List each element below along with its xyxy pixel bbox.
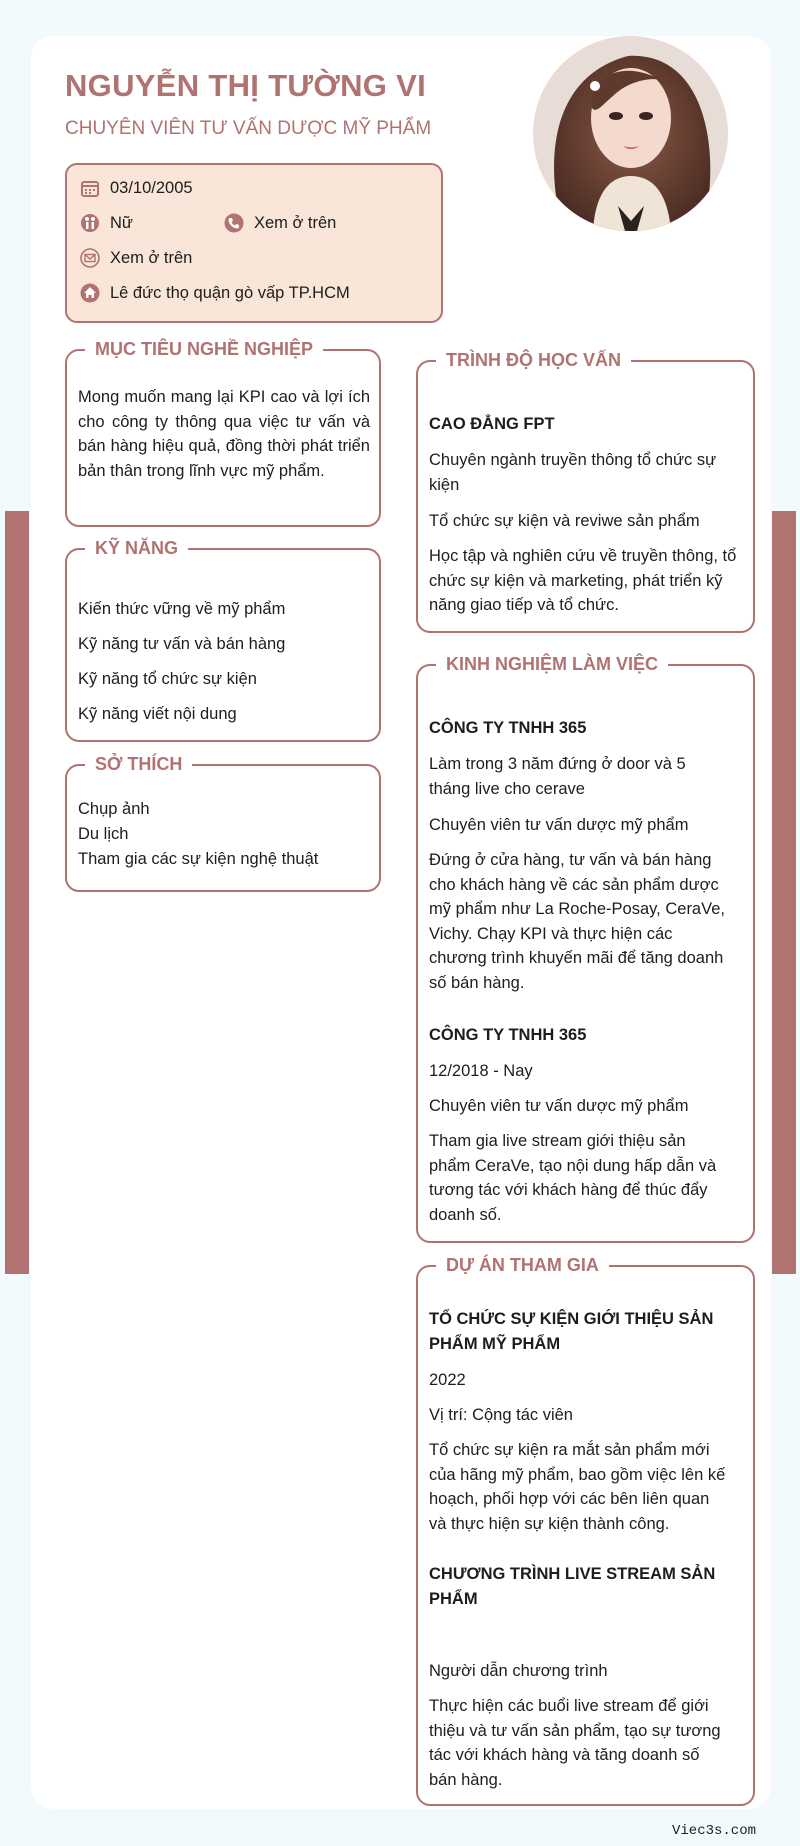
- phone-icon: [224, 213, 244, 233]
- skills-heading: KỸ NĂNG: [85, 538, 188, 559]
- job-description: Đứng ở cửa hàng, tư vấn và bán hàng cho khách hàng về các sản phẩm dược mỹ phẩm như La Roche-Posay, CeraVe, Vichy. Chạy KPI và thực hiện các chương trình khuyến mãi để tăng doanh số bán hàng.: [429, 851, 725, 992]
- job-role: Chuyên viên tư vấn dược mỹ phẩm: [429, 1097, 689, 1115]
- contact-address-row: [80, 283, 350, 303]
- education-focus: Tổ chức sự kiện và reviwe sản phẩm: [429, 512, 700, 530]
- candidate-name: NGUYỄN THỊ TƯỜNG VI: [65, 68, 426, 103]
- projects-heading: DỰ ÁN THAM GIA: [436, 1255, 609, 1276]
- contact-address: Lê đức thọ quận gò vấp TP.HCM: [110, 283, 350, 302]
- hobbies-heading: SỞ THÍCH: [85, 754, 192, 775]
- experience-section: [416, 654, 755, 1243]
- contact-phone: Xem ở trên: [254, 213, 337, 232]
- project-role: Vị trí: Cộng tác viên: [429, 1406, 573, 1424]
- education-school: CAO ĐẲNG FPT: [429, 415, 555, 433]
- job-role: Chuyên viên tư vấn dược mỹ phẩm: [429, 816, 689, 834]
- hobby-item: Du lịch: [78, 825, 129, 843]
- home-icon: [80, 283, 100, 303]
- job-company: CÔNG TY TNHH 365: [429, 719, 587, 737]
- hobby-item: Tham gia các sự kiện nghệ thuật: [78, 850, 319, 868]
- hobby-item: Chụp ảnh: [78, 800, 150, 818]
- skill-item: Kỹ năng tổ chức sự kiện: [78, 670, 257, 688]
- skill-item: Kỹ năng tư vấn và bán hàng: [78, 635, 286, 653]
- education-section: [416, 350, 755, 633]
- candidate-title: CHUYÊN VIÊN TƯ VẤN DƯỢC MỸ PHẨM: [65, 118, 432, 139]
- skill-item: Kiến thức vững về mỹ phẩm: [78, 600, 286, 618]
- contact-birthday: 03/10/2005: [110, 178, 193, 197]
- education-heading: TRÌNH ĐỘ HỌC VẤN: [436, 350, 631, 371]
- projects-section: [416, 1255, 755, 1806]
- project-description: Tổ chức sự kiện ra mắt sản phẩm mới của hãng mỹ phẩm, bao gồm việc lên kế hoạch, phối hợp với các bên liên quan và thực hiện sự kiện thành công.: [429, 1441, 726, 1533]
- job-description: Tham gia live stream giới thiệu sản phẩm CeraVe, tạo nội dung hấp dẫn và tương tác với khách hàng để thúc đẩy doanh số.: [429, 1132, 717, 1224]
- education-description: Học tập và nghiên cứu về truyền thông, tổ chức sự kiện và marketing, phát triển kỹ năng giao tiếp và tổ chức.: [429, 547, 737, 614]
- watermark: Viec3s.com: [672, 1823, 757, 1839]
- email-icon: [80, 248, 100, 268]
- avatar: [533, 36, 728, 231]
- objective-section: [65, 339, 381, 527]
- education-major: Chuyên ngành truyền thông tổ chức sự kiện: [429, 451, 717, 494]
- gender-icon: [80, 213, 100, 233]
- contact-email-row: [80, 248, 192, 268]
- hobbies-section: [65, 754, 381, 892]
- right-accent-bar: [772, 511, 796, 1274]
- contact-gender-row: [80, 213, 133, 233]
- job-company: CÔNG TY TNHH 365: [429, 1026, 587, 1044]
- skills-section: [65, 538, 381, 742]
- project-name: TỔ CHỨC SỰ KIỆN GIỚI THIỆU SẢN PHẨM MỸ PHẨM: [429, 1310, 714, 1353]
- project-description: Thực hiện các buổi live stream để giới thiệu và tư vấn sản phẩm, tạo sự tương tác với khách hàng và tăng doanh số bán hàng.: [429, 1697, 721, 1789]
- objective-text: Mong muốn mang lại KPI cao và lợi ích cho công ty thông qua việc tư vấn và bán hàng hiệu quả, đồng thời phát triển bản thân trong lĩnh vực mỹ phẩm.: [78, 388, 370, 480]
- contact-gender: Nữ: [110, 213, 133, 232]
- contact-phone-row: [224, 213, 336, 233]
- contact-box: [65, 163, 443, 323]
- experience-heading: KINH NGHIỆM LÀM VIỆC: [436, 654, 668, 675]
- project-role: Người dẫn chương trình: [429, 1662, 608, 1680]
- job-period: Làm trong 3 năm đứng ở door và 5 tháng live cho cerave: [429, 755, 686, 798]
- calendar-icon: [80, 178, 100, 198]
- objective-heading: MỤC TIÊU NGHỀ NGHIỆP: [85, 339, 323, 360]
- job-period: 12/2018 - Nay: [429, 1062, 533, 1080]
- left-accent-bar: [5, 511, 29, 1274]
- skill-item: Kỹ năng viết nội dung: [78, 705, 237, 723]
- contact-email: Xem ở trên: [110, 248, 193, 267]
- contact-birthday-row: [80, 178, 193, 198]
- project-year: 2022: [429, 1371, 466, 1389]
- project-name: CHƯƠNG TRÌNH LIVE STREAM SẢN PHẨM: [429, 1565, 716, 1608]
